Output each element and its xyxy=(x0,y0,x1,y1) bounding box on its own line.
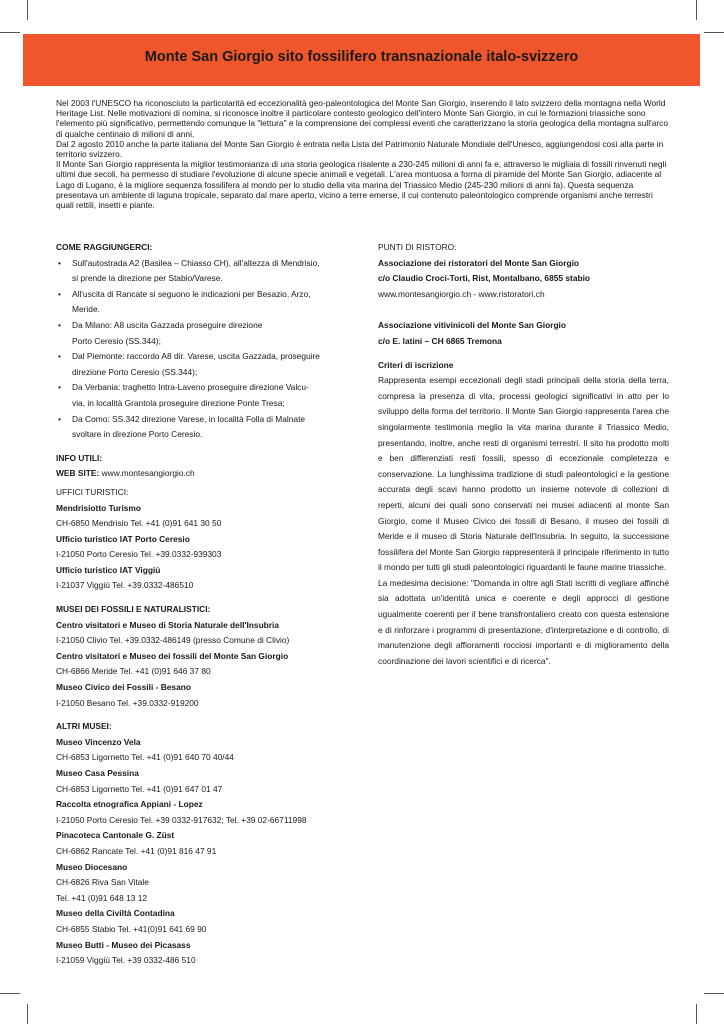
list-item-line: Porto Ceresio (SS.344); xyxy=(72,335,161,346)
office-name: Ufficio turistico IAT Viggiù xyxy=(56,564,161,575)
office-detail: CH-6850 Mendrisio Tel. +41 (0)91 641 30 50 xyxy=(56,518,222,529)
website-line xyxy=(56,466,356,482)
restaurant-association-name: Associazione dei ristoratori del Monte San Giorgio xyxy=(378,257,580,268)
website-link[interactable]: www.montesangiorgio.ch xyxy=(101,468,195,479)
restaurant-association-address: c/o Claudio Croci-Torti, Rist, Montalbano, 6855 stabio xyxy=(378,273,591,284)
museum-name: Museo Diocesano xyxy=(56,861,128,872)
crop-mark xyxy=(27,0,28,20)
museum-detail: CH-6862 Rancate Tel. +41 (0)91 816 47 91 xyxy=(56,845,217,856)
museum-detail: CH-6855 Stabio Tel. +41(0)91 641 69 90 xyxy=(56,923,207,934)
crop-mark xyxy=(704,32,724,33)
right-column xyxy=(378,240,669,669)
intro-paragraph: Dal 2 agosto 2010 anche la parte italiana del Monte San Giorgio è entrata nella Lista del Patrimonio Naturale Mondiale dell'Unesco, aggiungendosi così alla parte in territorio svizzero. xyxy=(56,138,664,160)
list-item xyxy=(56,287,356,318)
museum-detail: CH-6853 Ligornetto Tel. +41 (0)91 640 70 40/44 xyxy=(56,752,234,763)
museum-detail: CH-6826 Riva San Vitale xyxy=(56,877,149,888)
refreshment-websites[interactable]: www.montesangiorgio.ch - www.ristoratori.ch xyxy=(378,288,545,299)
museum-name: Centro visitatori e Museo dei fossili del Monte San Giorgio xyxy=(56,650,289,661)
list-item-line: direzione Porto Ceresio (SS.344); xyxy=(72,366,198,377)
criteria-paragraph: La medesima decisione: "Domanda in oltre agli Stati iscritti di vegliare affinché sia adottata un'identità unica e coerente e degli approcci di gestione ugualmente coerenti per il bene transfrontaliero creato con questa estensione e di rinforzare i programmi di presentazione, d'interpretazione e di controllo, di manutenzione degli affioramenti rocciosi importanti e di miglioramento della coordinazione dei lavori scientifici e di ricerca". xyxy=(378,577,669,666)
museum-detail: CH-6853 Ligornetto Tel. +41 (0)91 647 01 47 xyxy=(56,783,223,794)
crop-mark xyxy=(696,0,697,20)
museum-detail: Tel. +41 (0)91 648 13 12 xyxy=(56,892,148,903)
left-column xyxy=(56,240,356,969)
website-label: WEB SITE: xyxy=(56,468,100,479)
info-heading: INFO UTILI: xyxy=(56,452,103,463)
office-name: Ufficio turistico IAT Porto Ceresio xyxy=(56,533,190,544)
wine-association-address: c/o E. latini – CH 6865 Tremona xyxy=(378,335,502,346)
museum-name: Pinacoteca Cantonale G. Züst xyxy=(56,830,175,841)
museum-name: Museo Butti - Museo dei Picasass xyxy=(56,939,191,950)
intro-paragraph: Nel 2003 l'UNESCO ha riconosciuto la particolarità ed eccezionalità geo-paleontologica del Monte San Giorgio, inserendo il lato svizzero della montagna nella World Heritage List. Nelle motivazioni di nomina, si riconosce inoltre il particolare contesto geologico dell'intero Monte San Giorgio, in cui le formazioni triassiche sono l'elemento più significativo, permettendo comunque la "lettura" e la comprensione dei complessi eventi che caratterizzano la storia geologica della montagna sull'arco di qualche centinaio di milioni di anni. xyxy=(56,98,669,139)
list-item xyxy=(56,256,356,287)
museum-name: Raccolta etnografica Appiani - Lopez xyxy=(56,799,203,810)
list-item-line: si prende la direzione per Stabio/Varese. xyxy=(72,273,223,284)
crop-mark xyxy=(696,1004,697,1024)
museum-name: Museo Civico dei Fossili - Besano xyxy=(56,682,191,693)
crop-mark xyxy=(0,993,20,994)
list-item xyxy=(56,349,356,380)
intro-text xyxy=(56,98,670,210)
page-title: Monte San Giorgio sito fossilifero transnazionale italo-svizzero xyxy=(144,49,579,65)
refreshment-heading: PUNTI DI RISTORO: xyxy=(378,242,457,252)
crop-mark xyxy=(27,1004,28,1024)
office-detail: I-21050 Porto Ceresio Tel. +39.0332-939303 xyxy=(56,549,222,560)
office-detail: I-21037 Viggiù Tel. +39.0332-486510 xyxy=(56,580,194,591)
list-item-line: • Da Verbania: traghetto Intra-Laveno proseguire direzione Valcu- xyxy=(72,382,309,393)
museum-name: Museo Vincenzo Vela xyxy=(56,736,141,747)
other-museums-heading: ALTRI MUSEI: xyxy=(56,721,112,732)
list-item-line: • All'uscita di Rancate si seguono le indicazioni per Besazio, Arzo, xyxy=(72,288,311,299)
list-item-line: • Sull'autostrada A2 (Basilea – Chiasso CH), all'altezza di Mendrisio, xyxy=(72,257,320,268)
museum-name: Museo della Civiltà Contadina xyxy=(56,908,175,919)
list-item-line: Meride. xyxy=(72,304,100,315)
list-item xyxy=(56,412,356,443)
list-item xyxy=(56,318,356,349)
list-item-line: via, in località Grantola proseguire direzione Ponte Tresa; xyxy=(72,397,285,408)
fossil-museums-heading: MUSEI DEI FOSSILI E NATURALISTICI: xyxy=(56,604,211,615)
museum-detail: I-21050 Porto Ceresio Tel. +39 0332-917632; Tel. +39 02-66711998 xyxy=(56,814,307,825)
museum-detail: I-21050 Clivio Tel. +39.0332-486149 (presso Comune di Clivio) xyxy=(56,635,290,646)
wine-association-name: Associazione vitivinicoli del Monte San Giorgio xyxy=(378,320,567,331)
intro-paragraph: Il Monte San Giorgio rappresenta la miglior testimonianza di una storia geologica risalente a 230-245 milioni di anni fa e, attraverso le migliaia di fossili rinvenuti negli ultimi due secoli, ha permesso di studiare l'evoluzione di alcune specie animali e vegetali. L'area montuosa a forma di piramide del Monte San Giorgio, adiacente al Lago di Lugano, è la migliore sequenza fossilifera al mondo per lo studio della vita marina del Triassico Medio (245-230 milioni di anni fa). Questa sequenza presentava un ambiente di laguna tropicale, separato dal mare aperto, vicino a terre emerse, il cui contenuto paleontologico comprende organismi anche terrestri quali rettili, insetti e piante. xyxy=(56,159,667,211)
list-item xyxy=(56,380,356,411)
list-item-line: svoltare in direzione Porto Ceresio. xyxy=(72,429,203,440)
list-item-line: • Da Milano: A8 uscita Gazzada proseguire direzione xyxy=(72,319,263,330)
museum-detail: CH-6866 Meride Tel. +41 (0)91 646 37 80 xyxy=(56,666,211,677)
criteria-paragraph: Rappresenta esempi eccezionali degli stadi principali della storia della terra, compresa la presenza di vita, processi geologici significativi in atto per lo sviluppo della forma del territorio. Il Monte San Giorgio rappresenta l'area che singolarmente testimonia meglio la vita marina durante il Triassico Medio, presentando, inoltre, anche resti di organismi terrestri. Il sito ha prodotto molti e ben differenziati resti fossili, spesso di eccezionale completezza e conservazione. La lunghissima tradizione di studi paleontologici e la gestione accurata degli scavi hanno prodotto un insieme notevole di collezioni di reperti, alcuni dei quali sono conservati nei musei adiacenti al monte San Giorgio, come il Museo Civico dei fossili di Besano, il museo dei fossili di Meride e il museo di Storia Naturale dell'Insubria. In seguito, la successione fossilifera del Monte San Giorgio rappresenterà il principale riferimento in tutto il mondo per tutti gli studi paleontologici riguardanti le faune marine triassiche. xyxy=(378,375,669,573)
list-item-line: • Da Como: SS.342 direzione Varese, in località Folla di Malnate xyxy=(72,413,306,424)
title-banner xyxy=(23,34,700,86)
museum-detail: I-21059 Viggiù Tel. +39 0332-486 510 xyxy=(56,955,196,966)
office-name: Mendrisiotto Turismo xyxy=(56,502,141,513)
criteria-heading: Criteri di iscrizione xyxy=(378,359,454,370)
museum-detail: I-21050 Besano Tel. +39.0332-919200 xyxy=(56,697,199,708)
offices-heading: UFFICI TURISTICI: xyxy=(56,486,129,497)
directions-heading: COME RAGGIUNGERCI: xyxy=(56,242,153,252)
crop-mark xyxy=(0,32,20,33)
directions-list xyxy=(56,256,356,443)
museum-name: Centro visitatori e Museo di Storia Naturale dell'Insubria xyxy=(56,619,280,630)
museum-name: Museo Casa Pessina xyxy=(56,768,139,778)
crop-mark xyxy=(704,993,724,994)
list-item-line: • Dal Piemonte: raccordo A8 dir. Varese, uscita Gazzada, proseguire xyxy=(72,351,320,362)
